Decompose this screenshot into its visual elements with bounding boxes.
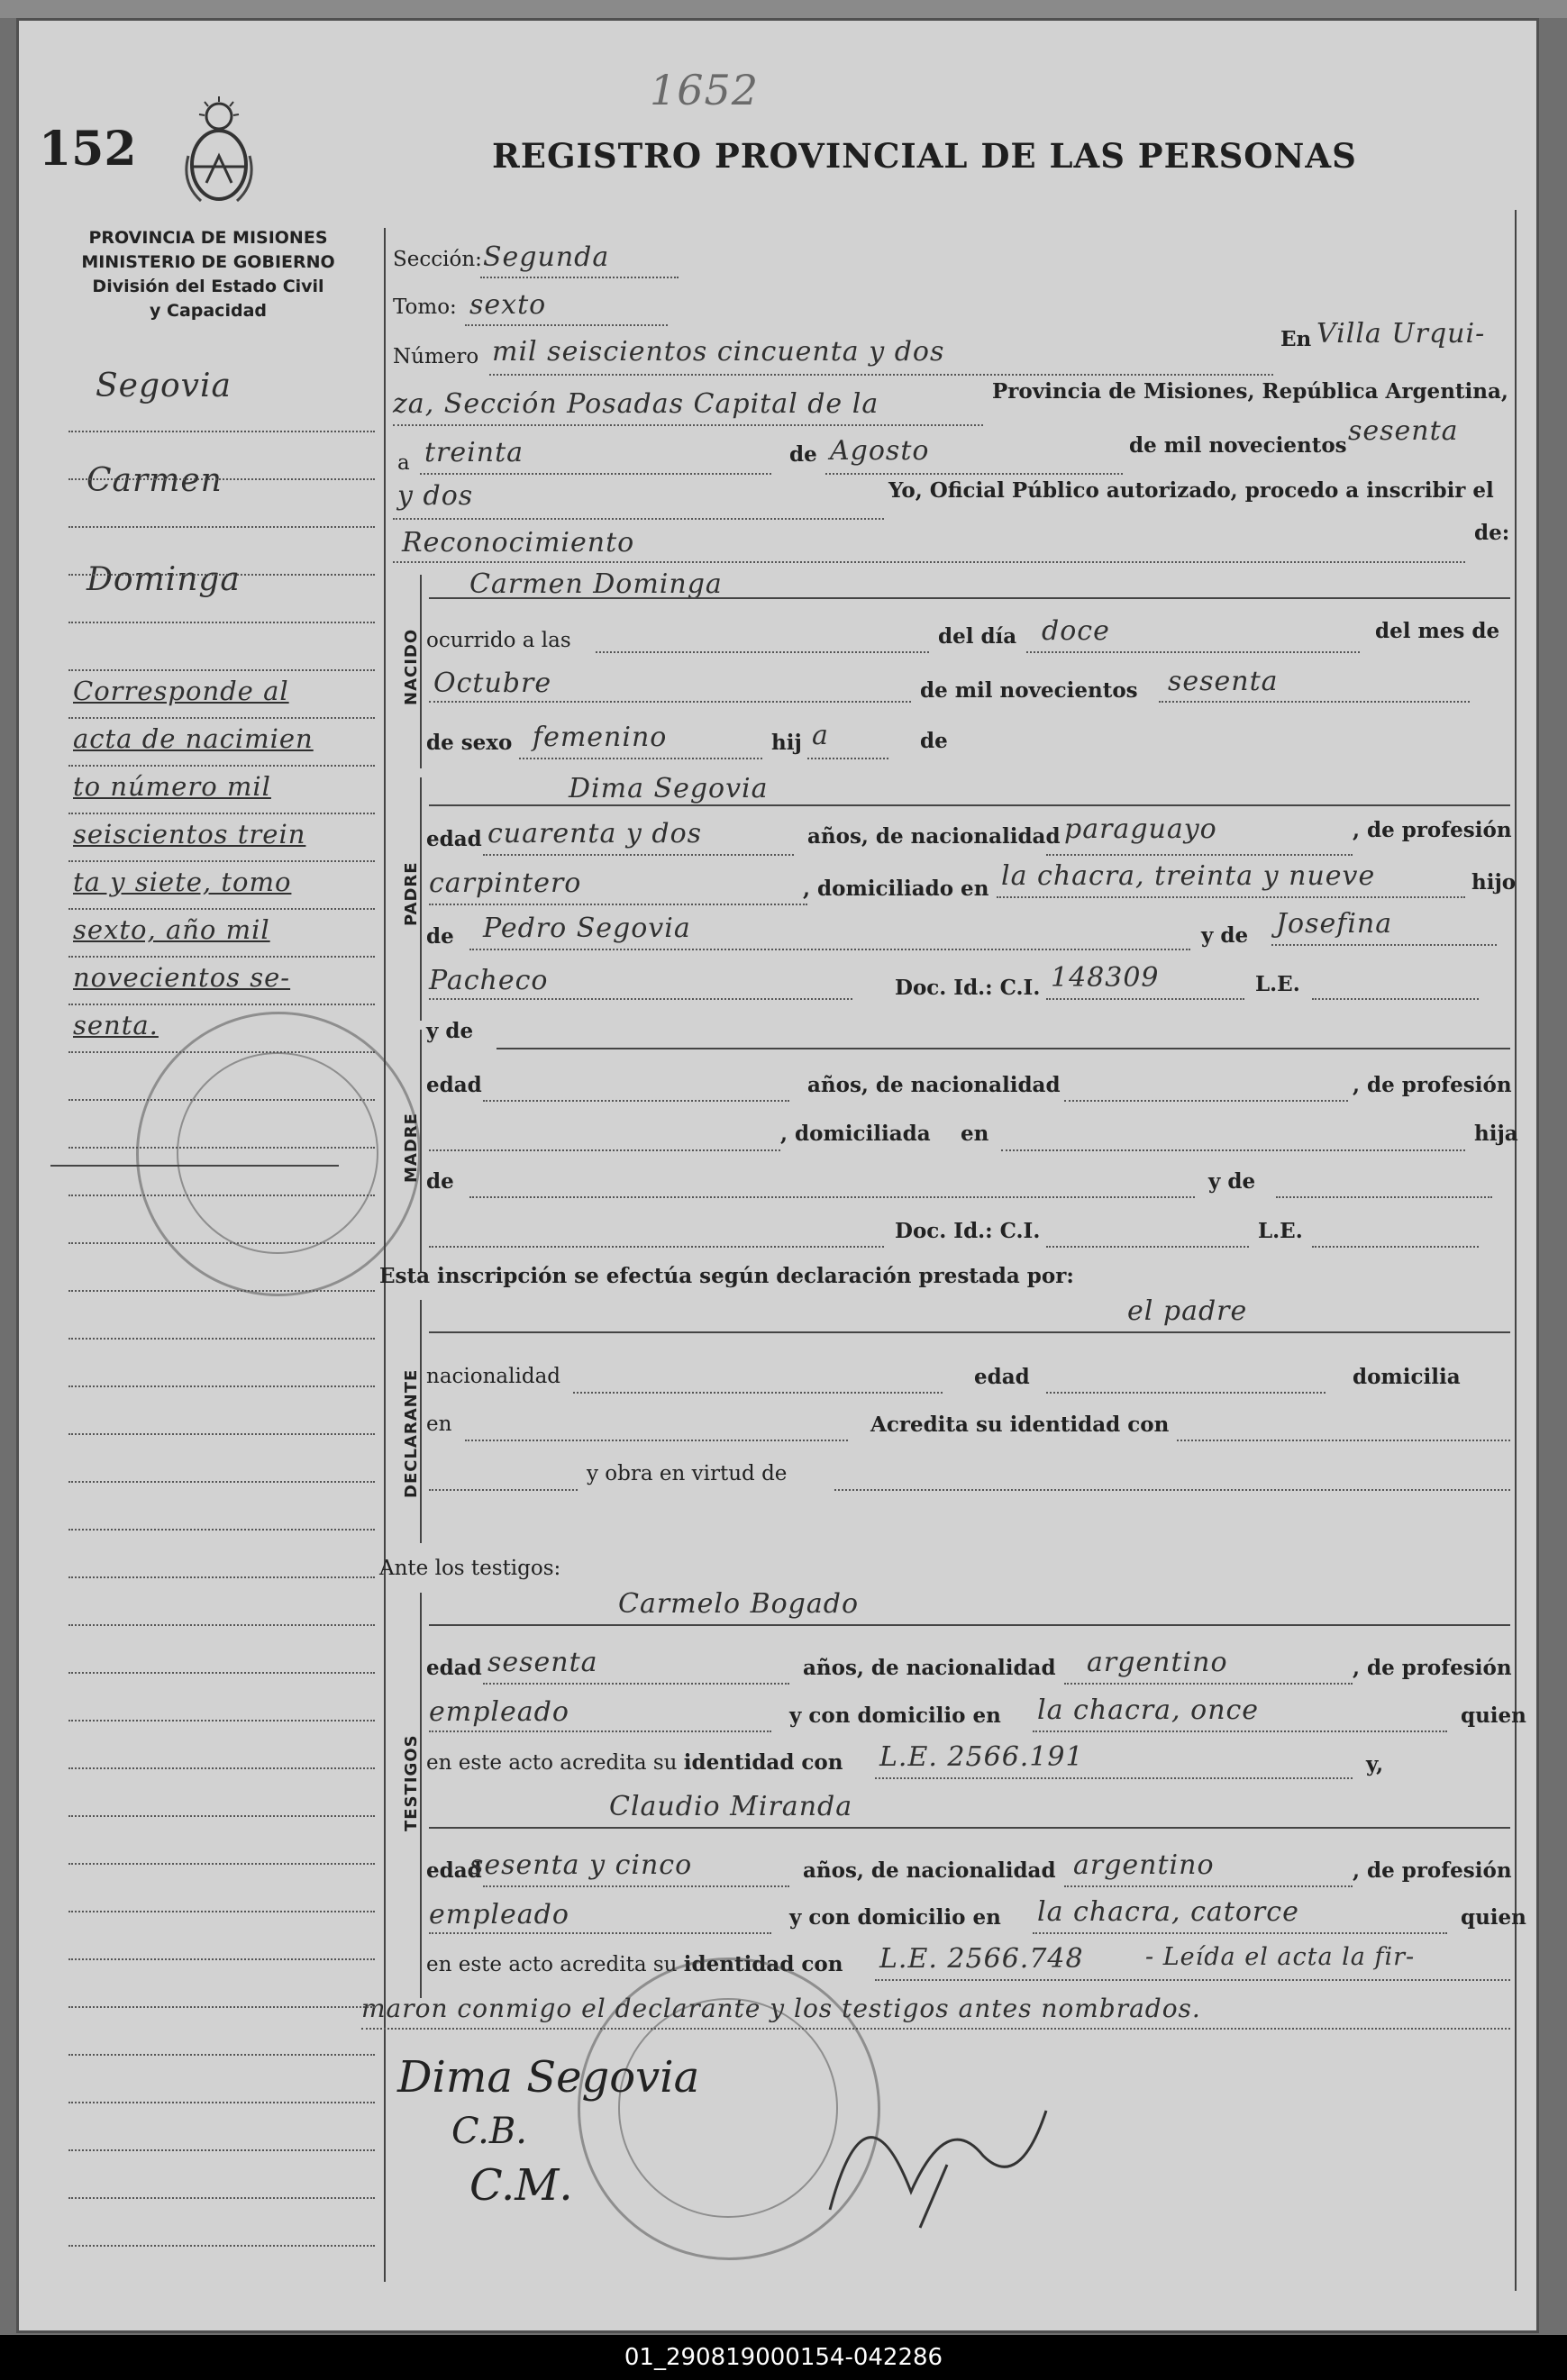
nacido-de-label: de xyxy=(920,729,948,753)
month-line xyxy=(825,473,1123,475)
file-id-bar xyxy=(0,2335,1567,2380)
madre-dom-line xyxy=(1001,1149,1465,1151)
padre-edad: cuarenta y dos xyxy=(487,818,703,849)
declarante-nac-line xyxy=(573,1392,943,1394)
padre-mother-line xyxy=(1271,944,1497,946)
declarante-pre-line xyxy=(429,1489,578,1491)
margin-note-line: sexto, año mil xyxy=(73,914,270,945)
en-value: Villa Urqui- xyxy=(1316,318,1486,350)
nacido-label: NACIDO xyxy=(402,628,421,705)
testigo1-name: Carmelo Bogado xyxy=(618,1588,860,1620)
margin-rule-line xyxy=(68,1576,375,1578)
act-value: Reconocimiento xyxy=(402,527,635,559)
testigo2-profesion: empleado xyxy=(429,1899,569,1930)
ocurrido-label: ocurrido a las xyxy=(426,629,571,652)
margin-rule-line xyxy=(68,1242,375,1244)
margin-surname: Segovia xyxy=(96,368,232,404)
madre-domiciliada-label: , domiciliada xyxy=(780,1122,931,1146)
margin-strike xyxy=(50,1165,339,1167)
testigos-intro: Ante los testigos: xyxy=(379,1557,561,1580)
division-name-2: y Capacidad xyxy=(150,301,267,321)
testigo2-prof-line xyxy=(429,1932,771,1934)
madre-label: MADRE xyxy=(402,1113,421,1183)
del-mes-label: del mes de xyxy=(1375,619,1500,643)
place-value: za, Sección Posadas Capital de la xyxy=(393,388,879,420)
declarante-edad-line xyxy=(1046,1392,1326,1394)
padre-mother: Josefina xyxy=(1276,908,1393,940)
testigo1-name-line xyxy=(429,1624,1510,1626)
padre-hijo-label: hijo xyxy=(1471,870,1517,895)
hora-line xyxy=(596,651,929,653)
testigo2-edad-label: edad xyxy=(426,1858,482,1883)
numero-label: Número xyxy=(393,345,479,368)
identidad-text: identidad con xyxy=(683,1952,843,1976)
nacido-month-line xyxy=(429,701,911,703)
margin-rule-line xyxy=(68,1147,375,1149)
numero-value: mil seiscientos cincuenta y dos xyxy=(492,336,945,368)
testigo2-doc: L.E. 2566.748 xyxy=(879,1943,1084,1975)
declarante-acredita-line xyxy=(1177,1440,1510,1441)
madre-nac-line xyxy=(1064,1100,1348,1102)
testigo2-quien-label: quien xyxy=(1461,1905,1526,1930)
month-value: Agosto xyxy=(830,435,930,467)
padre-doc: 148309 xyxy=(1051,962,1160,994)
madre-y-de-label: y de xyxy=(426,1019,474,1043)
register-page xyxy=(16,18,1539,2333)
testigo1-domicilio: la chacra, once xyxy=(1037,1694,1260,1726)
testigo2-nacionalidad: argentino xyxy=(1073,1849,1215,1881)
closing-text-2: maron conmigo el declarante y los testigos antes nombrados. xyxy=(361,1994,1201,2023)
madre-profesion-label: , de profesión xyxy=(1353,1073,1512,1097)
identidad-text: identidad con xyxy=(683,1750,843,1775)
testigo1-nac-line xyxy=(1064,1683,1353,1685)
year-value: sesenta xyxy=(1348,415,1459,447)
testigo1-domicilio-label: y con domicilio en xyxy=(789,1703,1001,1728)
madre-en-label: en xyxy=(961,1122,989,1146)
year2-line xyxy=(393,518,884,520)
margin-rule-line xyxy=(68,574,375,576)
declarante-value: el padre xyxy=(1127,1295,1248,1327)
padre-name: Dima Segovia xyxy=(569,773,769,804)
madre-hija-label: hija xyxy=(1474,1122,1518,1146)
madre-le-line xyxy=(1312,1246,1479,1248)
madre-mother2-line xyxy=(429,1246,884,1248)
file-id: 01_290819000154-042286 xyxy=(624,2344,943,2371)
year-label: de mil novecientos xyxy=(1129,433,1347,458)
padre-father: Pedro Segovia xyxy=(483,913,691,944)
padre-mother2-line xyxy=(429,998,852,1000)
declarante-acredita-label: Acredita su identidad con xyxy=(870,1413,1170,1437)
testigo1-dom-line xyxy=(1033,1730,1447,1732)
testigo1-nacionalidad: argentino xyxy=(1087,1647,1228,1678)
testigo2-edad-line xyxy=(483,1885,789,1887)
margin-rule-line xyxy=(68,765,375,767)
testigo1-edad: sesenta xyxy=(487,1647,598,1678)
margin-rule-line xyxy=(68,1911,375,1912)
margin-rule-line xyxy=(68,908,375,910)
bottom-stamp-inner xyxy=(618,1998,838,2218)
del-dia-label: del día xyxy=(938,624,1017,649)
margin-note xyxy=(73,668,314,1049)
margin-note-line: to número mil xyxy=(73,771,271,802)
padre-domicilio: la chacra, treinta y nueve xyxy=(1001,860,1376,892)
tomo-line xyxy=(465,324,668,326)
margin-rule-line xyxy=(68,860,375,862)
margin-rule-line xyxy=(68,956,375,958)
padre-de-label: de xyxy=(426,924,454,949)
margin-rule-line xyxy=(68,2245,375,2247)
oficial-label: Yo, Oficial Público autorizado, procedo a inscribir el xyxy=(888,478,1494,503)
day-value: treinta xyxy=(424,437,524,468)
padre-profesion-label: , de profesión xyxy=(1353,818,1512,842)
margin-note-line: novecientos se- xyxy=(73,962,291,993)
padre-father-line xyxy=(469,949,1190,950)
sexo-value: femenino xyxy=(533,722,668,753)
signature-witness-2: C.M. xyxy=(469,2160,573,2211)
madre-le-label: L.E. xyxy=(1258,1219,1303,1243)
margin-rule-line xyxy=(68,813,375,814)
madre-de-label: de xyxy=(426,1169,454,1194)
signature-witness-1: C.B. xyxy=(451,2111,528,2152)
tomo-value: sexto xyxy=(469,289,547,321)
margin-rule-line xyxy=(68,478,375,480)
madre-doc-line xyxy=(1046,1246,1249,1248)
closing-text-1: - Leída el acta la fir- xyxy=(1145,1943,1416,1971)
declarante-edad-label: edad xyxy=(974,1365,1030,1389)
province-block xyxy=(41,226,375,323)
padre-domicilio-label: , domiciliado en xyxy=(803,877,989,901)
testigo1-edad-label: edad xyxy=(426,1656,482,1680)
testigo1-profesion-label: , de profesión xyxy=(1353,1656,1512,1680)
seccion-label: Sección: xyxy=(393,248,482,271)
margin-rule-line xyxy=(68,1958,375,1960)
padre-edad-label: edad xyxy=(426,827,482,851)
hijo-label: hij xyxy=(771,731,802,755)
padre-le-label: L.E. xyxy=(1255,972,1300,996)
place-line xyxy=(393,424,983,426)
padre-doc-label: Doc. Id.: C.I. xyxy=(895,976,1041,1000)
closing-line xyxy=(361,2028,1510,2030)
page-top-edge xyxy=(0,0,1567,18)
testigo1-prof-line xyxy=(429,1730,771,1732)
testigos-label: TESTIGOS xyxy=(402,1734,421,1831)
hijo-line xyxy=(807,758,888,759)
margin-rule-line xyxy=(68,1290,375,1292)
pencil-folio: 1652 xyxy=(650,66,760,114)
margin-note-line: acta de nacimien xyxy=(73,723,314,754)
margin-rule-line xyxy=(68,1385,375,1387)
padre-mother-2: Pacheco xyxy=(429,965,549,996)
margin-rule-line xyxy=(68,1433,375,1435)
padre-anos-label: años, de nacionalidad xyxy=(807,824,1061,849)
de-end-label: de: xyxy=(1474,521,1510,545)
padre-profesion: carpintero xyxy=(429,868,582,899)
margin-rule-line xyxy=(68,1767,375,1769)
testigo1-y-label: y, xyxy=(1366,1752,1384,1776)
testigo2-doc-line xyxy=(875,1979,1510,1981)
testigo1-profesion: empleado xyxy=(429,1696,569,1728)
tomo-label: Tomo: xyxy=(393,295,457,319)
madre-doc-label: Doc. Id.: C.I. xyxy=(895,1219,1041,1243)
hijo-value: a xyxy=(812,720,829,751)
margin-rule-line xyxy=(68,1481,375,1483)
page-title: REGISTRO PROVINCIAL DE LAS PERSONAS xyxy=(492,136,1357,176)
nacido-year: sesenta xyxy=(1168,666,1279,697)
margin-rule-line xyxy=(68,2197,375,2199)
margin-rule-line xyxy=(68,2006,375,2008)
day-line xyxy=(420,473,771,475)
provincia-label: Provincia de Misiones, República Argentina, xyxy=(992,379,1508,404)
acredita-text: en este acto acredita su xyxy=(426,1953,678,1976)
margin-rule-line xyxy=(68,1338,375,1340)
margin-note-line: senta. xyxy=(73,1010,159,1040)
official-signature xyxy=(812,2057,1082,2237)
margin-note-line: seiscientos trein xyxy=(73,819,306,849)
padre-y-de-label: y de xyxy=(1201,923,1249,948)
testigo2-name: Claudio Miranda xyxy=(609,1791,853,1822)
en-label: En xyxy=(1280,327,1312,351)
right-border xyxy=(1515,210,1517,2291)
testigo2-profesion-label: , de profesión xyxy=(1353,1858,1512,1883)
padre-le-line xyxy=(1312,998,1479,1000)
margin-rule-line xyxy=(68,717,375,719)
declarante-name-line xyxy=(429,1331,1510,1333)
coat-of-arms-icon xyxy=(174,93,264,210)
de-label: de xyxy=(789,442,817,467)
margin-name-1: Carmen xyxy=(87,462,223,499)
madre-y-de2-label: y de xyxy=(1208,1169,1256,1194)
seccion-value: Segunda xyxy=(483,241,610,273)
margin-rule-line xyxy=(68,622,375,623)
margin-rule-line xyxy=(68,1815,375,1817)
margin-divider xyxy=(384,228,386,2282)
margin-note-line: ta y siete, tomo xyxy=(73,867,292,897)
declarante-obra-line xyxy=(834,1489,1510,1491)
margin-rule-line xyxy=(68,1624,375,1626)
padre-edad-line xyxy=(483,854,794,856)
margin-rule-line xyxy=(68,2102,375,2103)
nacido-name-line xyxy=(429,597,1510,599)
declarante-domicilia-label: domicilia xyxy=(1353,1365,1461,1389)
padre-prof-line xyxy=(429,904,807,905)
nacido-year-line xyxy=(1159,701,1470,703)
nacido-month: Octubre xyxy=(433,668,552,699)
declarante-obra-label: y obra en virtud de xyxy=(587,1462,788,1485)
sexo-label: de sexo xyxy=(426,731,513,755)
testigo2-anos-label: años, de nacionalidad xyxy=(803,1858,1056,1883)
margin-rule-line xyxy=(68,1004,375,1005)
folio-number: 152 xyxy=(39,122,137,177)
testigo1-anos-label: años, de nacionalidad xyxy=(803,1656,1056,1680)
madre-anos-label: años, de nacionalidad xyxy=(807,1073,1061,1097)
testigo1-quien-label: quien xyxy=(1461,1703,1526,1728)
madre-father-line xyxy=(469,1196,1195,1198)
margin-rule-line xyxy=(68,669,375,671)
testigo2-edad: sesenta y cinco xyxy=(469,1849,693,1881)
madre-edad-line xyxy=(483,1100,789,1102)
testigo1-doc: L.E. 2566.191 xyxy=(879,1741,1084,1773)
a-label: a xyxy=(397,451,410,475)
testigo1-acredita-label xyxy=(426,1750,843,1775)
year-value-2: y dos xyxy=(397,480,474,512)
margin-name-2: Dominga xyxy=(87,561,241,598)
dia-line xyxy=(1026,651,1360,653)
signature-declarante: Dima Segovia xyxy=(397,2052,700,2103)
nacido-day: doce xyxy=(1042,615,1110,647)
padre-dom-line xyxy=(997,896,1465,898)
margin-rule-line xyxy=(68,1672,375,1674)
margin-rule-line xyxy=(68,1720,375,1721)
nacido-year-label: de mil novecientos xyxy=(920,678,1138,703)
testigo2-domicilio-label: y con domicilio en xyxy=(789,1905,1001,1930)
testigo2-dom-line xyxy=(1033,1932,1447,1934)
declarante-en-label: en xyxy=(426,1413,452,1436)
sexo-line xyxy=(519,758,762,759)
testigo1-edad-line xyxy=(483,1683,789,1685)
margin-rule-line xyxy=(68,1529,375,1531)
testigo2-name-line xyxy=(429,1827,1510,1829)
division-name: División del Estado Civil xyxy=(92,277,324,296)
declarante-intro: Esta inscripción se efectúa según declaración prestada por: xyxy=(379,1264,1074,1288)
acredita-text: en este acto acredita su xyxy=(426,1751,678,1775)
margin-rule-line xyxy=(68,1195,375,1196)
margin-rule-line xyxy=(68,431,375,432)
province-name: PROVINCIA DE MISIONES xyxy=(88,228,328,248)
margin-rule-line xyxy=(68,2054,375,2056)
padre-name-line xyxy=(429,804,1510,806)
margin-rule-line xyxy=(68,2149,375,2151)
margin-note-line: Corresponde al xyxy=(73,676,289,706)
margin-rule-line xyxy=(68,1099,375,1101)
act-line xyxy=(393,561,1465,563)
padre-nac-line xyxy=(1046,854,1353,856)
margin-rule-line xyxy=(68,1863,375,1865)
madre-name-line xyxy=(497,1048,1510,1049)
ministry-name: MINISTERIO DE GOBIERNO xyxy=(81,252,335,272)
declarante-en-line xyxy=(465,1440,848,1441)
seccion-line xyxy=(480,277,679,278)
numero-line xyxy=(489,374,1273,376)
madre-edad-label: edad xyxy=(426,1073,482,1097)
padre-label: PADRE xyxy=(402,861,421,926)
margin-rule-line xyxy=(68,1051,375,1053)
padre-nacionalidad: paraguayo xyxy=(1064,813,1217,845)
testigo1-doc-line xyxy=(875,1777,1353,1779)
margin-rule-line xyxy=(68,526,375,528)
madre-mother-line xyxy=(1276,1196,1492,1198)
declarante-label: DECLARANTE xyxy=(402,1368,421,1498)
nacido-name: Carmen Dominga xyxy=(469,568,723,600)
testigo2-domicilio: la chacra, catorce xyxy=(1037,1896,1299,1928)
official-stamp-inner xyxy=(177,1052,378,1254)
padre-doc-line xyxy=(1046,998,1244,1000)
madre-prof-line xyxy=(429,1149,780,1151)
testigo2-nac-line xyxy=(1064,1885,1353,1887)
declarante-nacionalidad-label: nacionalidad xyxy=(426,1365,561,1388)
